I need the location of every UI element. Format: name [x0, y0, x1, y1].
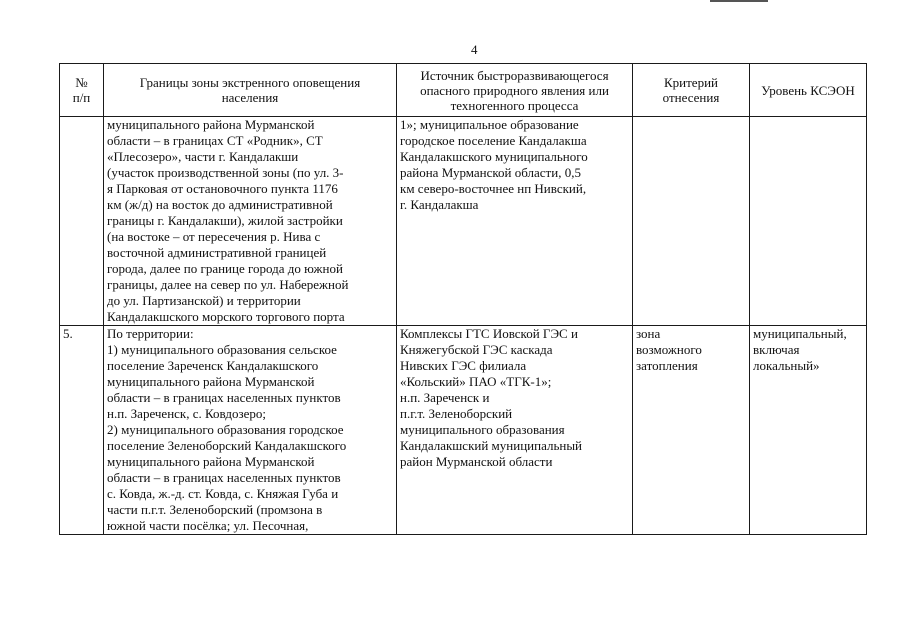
table-row — [60, 326, 867, 535]
header-zone-boundaries: Границы зоны экстренного оповещения населения — [104, 64, 397, 117]
table-row — [60, 117, 867, 326]
header-ksEON-level: Уровень КСЭОН — [750, 64, 867, 117]
level-cell — [750, 117, 867, 326]
criterion-cell — [633, 117, 750, 326]
top-edge-mark — [710, 0, 768, 2]
header-number: № п/п — [60, 64, 104, 117]
zone-cell: муниципального района Мурманской области – в границах СТ «Родник», СТ «Плесозеро», части г. Кандалакши (участок производственной зоны (по ул. 3- я Парковая от остановочного пункта 1176 км (ж/д) на восток до административной границы г. Кандалакши), жилой застройки (на востоке – от пересечения р. Нива с восточной административной границей города, далее по границе города до южной границы, далее на север по ул. Набережной до ул. Партизанской) и территории Кандалакшского морского торгового порта — [104, 117, 397, 326]
page-number: 4 — [471, 42, 478, 57]
table-header-row — [60, 64, 867, 117]
source-cell: 1»; муниципальное образование городское поселение Кандалакша Кандалакшского муниципального района Мурманской области, 0,5 км северо-восточнее нп Нивский, г. Кандалакша — [397, 117, 633, 326]
row-number — [60, 117, 104, 326]
alert-zones-table — [59, 63, 867, 535]
row-number: 5. — [60, 326, 104, 535]
level-cell: муниципальный, включая локальный» — [750, 326, 867, 535]
header-hazard-source: Источник быстроразвивающегося опасного природного явления или техногенного процесса — [397, 64, 633, 117]
header-criterion: Критерий отнесения — [633, 64, 750, 117]
zone-cell: По территории: 1) муниципального образования сельское поселение Зареченск Кандалакшского муниципального района Мурманской области – в границах населенных пунктов н.п. Зареченск, с. Ковдозеро; 2) муниципального образования городское поселение Зеленоборский Кандалакшского муниципального района Мурманской области – в границах населенных пунктов с. Ковда, ж.-д. ст. Ковда, с. Княжая Губа и части п.г.т. Зеленоборский (промзона в южной части посёлка; ул. Песочная, — [104, 326, 397, 535]
source-cell: Комплексы ГТС Иовской ГЭС и Княжегубской ГЭС каскада Нивских ГЭС филиала «Кольский» ПАО «ТГК-1»; н.п. Зареченск и п.г.т. Зеленоборский муниципального образования Кандалакшский муниципальный район Мурманской области — [397, 326, 633, 535]
criterion-cell: зона возможного затопления — [633, 326, 750, 535]
